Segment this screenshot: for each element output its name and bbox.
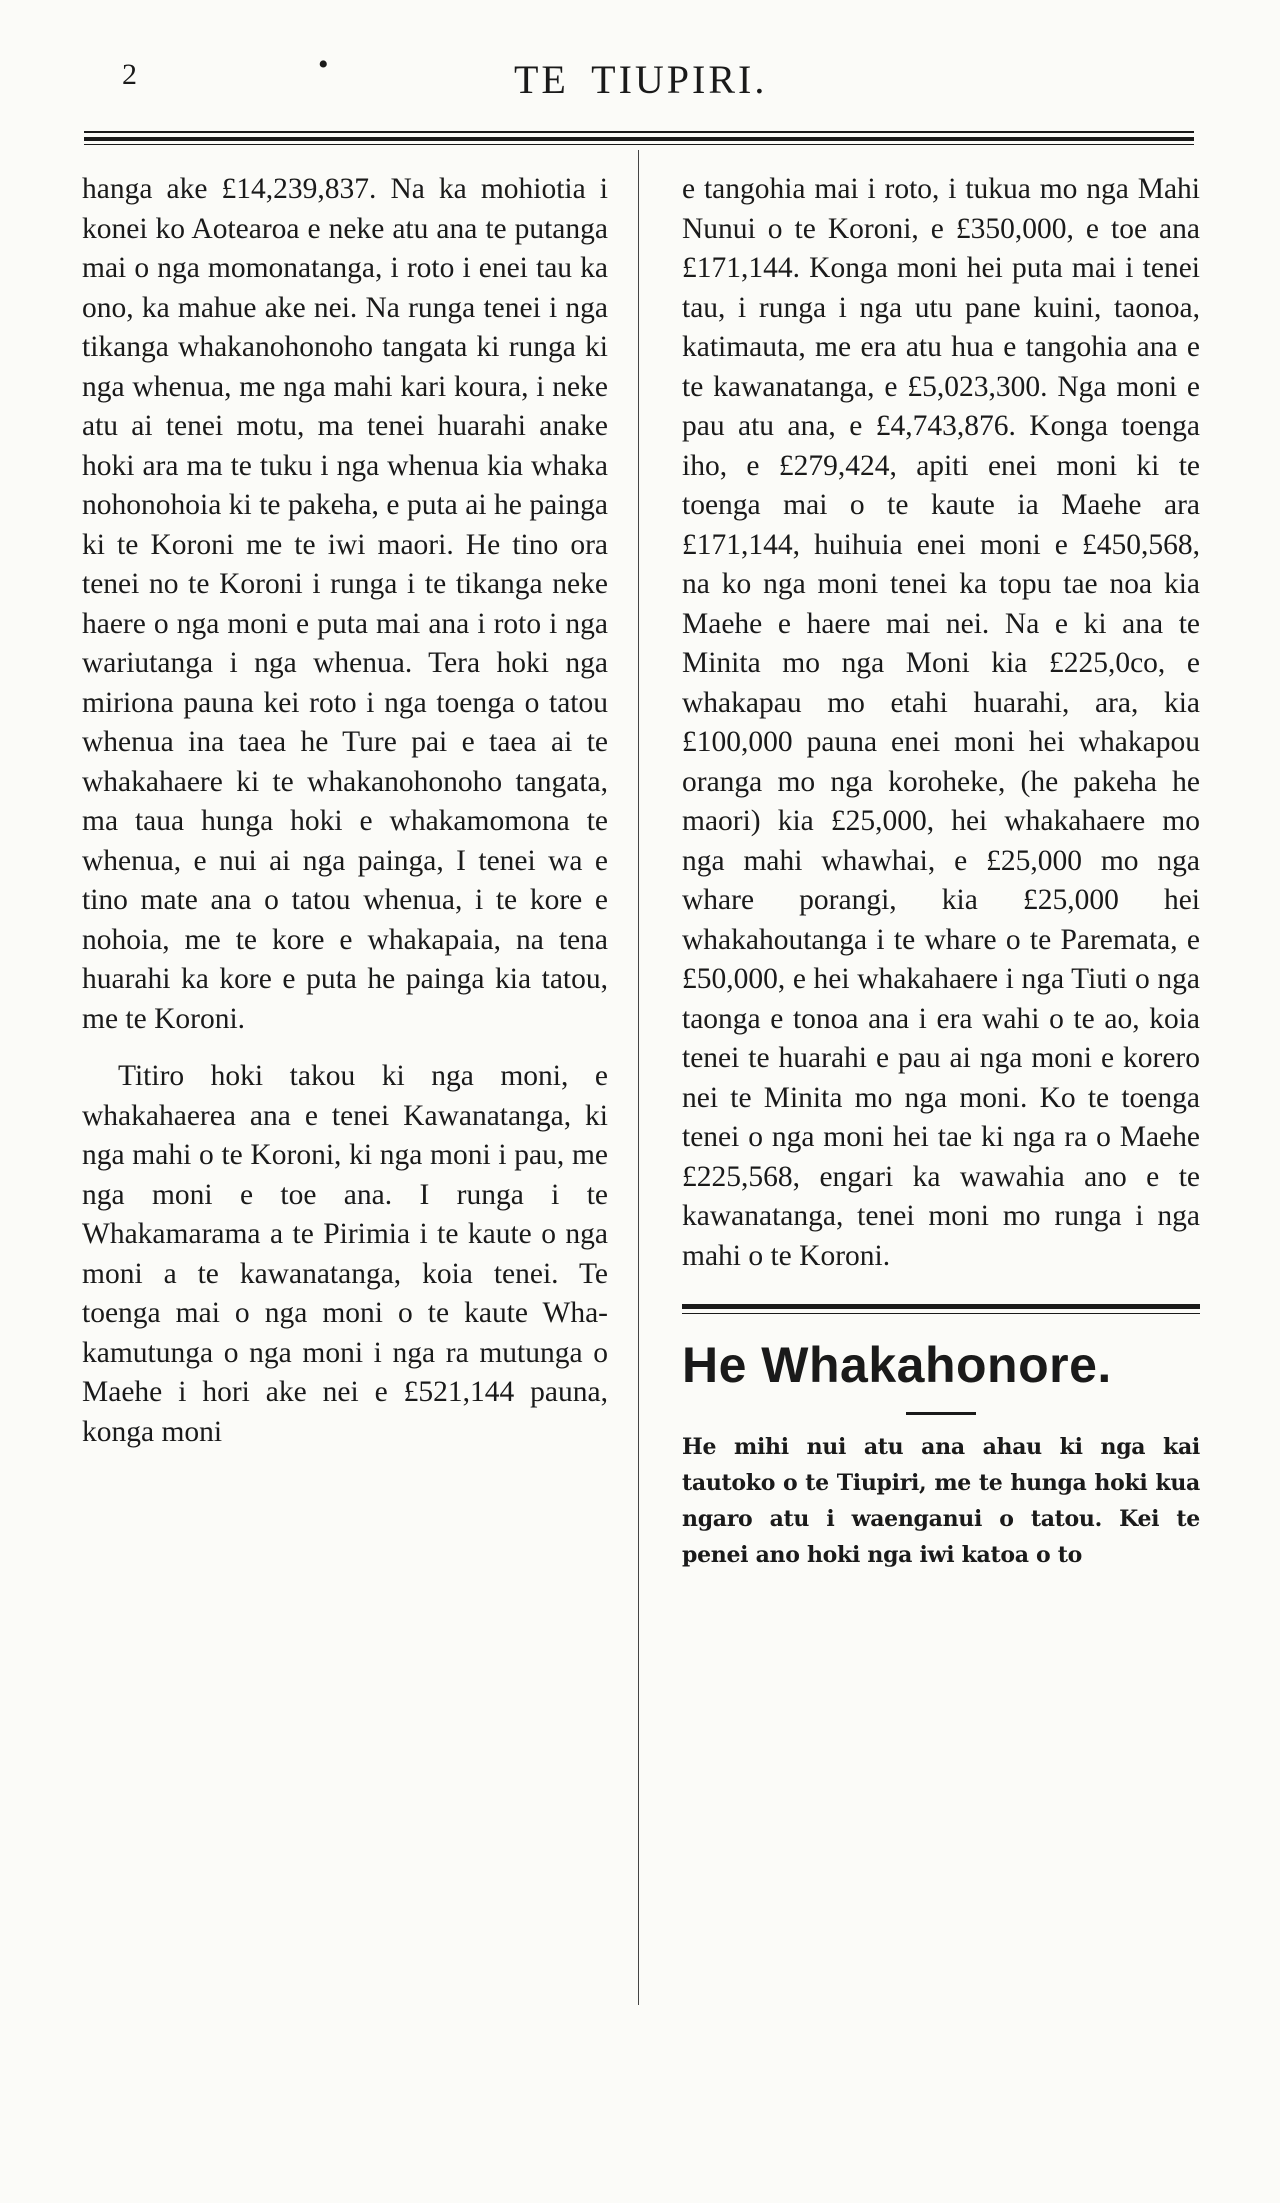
header-rule-bottom (84, 144, 1194, 145)
header-rule-thick (84, 137, 1194, 141)
right-paragraph-1: e tangohia mai i roto, i tukua mo nga Mahi Nunui o te Koroni, e £350,000, e toe ana £171,144. Konga moni hei puta mai i tenei tau, i runga i nga utu pane kuini, taonoa, katimauta, me era atu hua e tangohia ana e te kawanatanga, e £5,023,300. Nga moni e pau atu ana, e £4,743,876. Konga toenga iho, e £279,424, apiti enei moni ki te toenga mai o te kaute ia Maehe ara £171,144, huihuia enei moni e £450,568, na ko nga moni tenei ka topu tae noa kia Maehe e haere mai nei. Na e ki ana te Minita mo nga Moni kia £225,0co, e whakapau mo etahi huarahi, ara, kia £100,000 pauna enei moni hei whakapou oranga mo nga koroheke, (he pakeha he maori) kia £25,000, hei whakahaere mo nga mahi whawhai, e £25,000 mo nga whare porangi, kia £25,000 hei whakahoutanga i te whare o te Paremata, e £50,000, e hei whakahaere i nga Tiuti o nga taonga e tonoa ana i era wahi o te ao, koia tenei te huarahi e pau ai nga moni e korero nei te Minita mo nga moni. Ko te toenga tenei o nga moni hei tae ki nga ra o Maehe £225,568, engari ka wawahia ano e te kawanatanga, tenei moni mo runga i nga mahi o te Koroni. (682, 173, 1200, 1272)
section-short-rule (906, 1412, 976, 1415)
left-column (82, 170, 608, 1452)
left-paragraph-1: hanga ake £14,239,837. Na ka mohiotia i konei ko Aotearoa e neke atu ana te putanga mai o nga momonatanga, i roto i enei tau ka ono, ka mahue ake nei. Na runga tenei i nga tikanga whakanohonoho tangata ki runga ki nga whenua, me nga mahi kari koura, i neke atu ai tenei motu, ma tenei huarahi anake hoki ara ma te tuku i nga whenua kia whaka nohonohoia ki te pakeha, e puta ai he painga ki te Koroni me te iwi maori. He tino ora tenei no te Koroni i runga i te tikanga neke haere o nga moni e puta mai ana i roto i nga wariutanga i nga whenua. Tera hoki nga miriona pauna kei roto i nga toenga o tatou whenua ina taea he Ture pai e taea ai te whakahaere ki te whakanohonoho tangata, ma taua hunga hoki e whakamomona te whenua, e nui ai nga painga, I tenei wa e tino mate ana o tatou whenua, i te kore e nohoia, me te kore e whakapaia, na tena huarahi ka kore e puta he painga kia tatou, me te Koroni. (82, 173, 608, 1035)
running-title: TE TIUPIRI. (514, 57, 768, 102)
right-column (682, 170, 1200, 1573)
left-paragraph-2: Titiro hoki takou ki nga moni, e whakahaerea ana e tenei Kawanatanga, ki nga mahi o te Koroni, ki nga moni i pau, me nga moni e toe ana. I runga i te Whakamarama a te Pirimia i te kaute o nga moni a te kawanatanga, koia tenei. Te toenga mai o nga moni o te kaute Whakamutunga o nga moni i nga ra mutunga o Maehe i hori ake nei e £521,144 pauna, konga moni (82, 1060, 608, 1448)
section-title: He Whakahonore. (682, 1337, 1112, 1393)
page-number: 2 (122, 58, 138, 91)
header-rule-top (84, 131, 1194, 133)
header-ornament: • (318, 48, 329, 81)
column-divider (638, 150, 639, 2005)
notice-text: He mihi nui atu ana ahau ki nga kai tautoko o te Tiupiri, me te hunga hoki kua ngaro atu i waenganui o tatou. Kei te penei ano hoki nga iwi katoa o to (682, 1434, 1200, 1568)
section-rule-thick (682, 1304, 1200, 1309)
section-rule-thin (682, 1313, 1200, 1314)
